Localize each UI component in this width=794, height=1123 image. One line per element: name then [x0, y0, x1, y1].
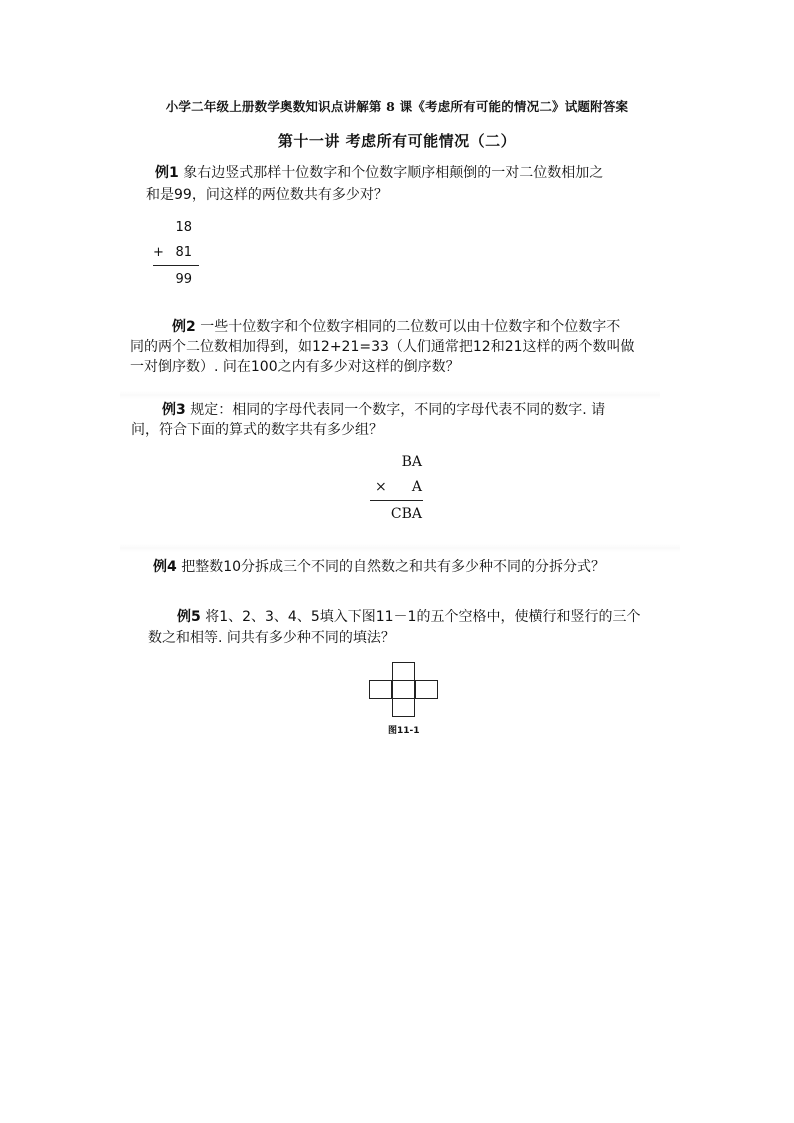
- scan-artifact: [120, 391, 660, 399]
- example-5-text-1: 将1、2、3、4、5填入下图11－1的五个空格中，使横行和竖行的三个: [200, 609, 641, 625]
- document-title: 小学二年级上册数学奥数知识点讲解第 8 课《考虑所有可能的情况二》试题附答案: [165, 99, 629, 114]
- example-3-product: CBA: [390, 506, 422, 522]
- example-4-label: 例4: [153, 559, 177, 575]
- example-1-label: 例1: [155, 165, 179, 181]
- example-5-label: 例5: [177, 609, 201, 625]
- example-3-multiplicand: BA: [401, 454, 422, 470]
- example-5-line-1: [177, 607, 640, 627]
- example-1-line-2: 和是99，问这样的两位数共有多少对？: [146, 187, 388, 203]
- grid-cell-right: [415, 680, 438, 699]
- example-4-line: [153, 557, 605, 577]
- example-2-line-2: 同的两个二位数相加得到，如12+21=33（人们通常把12和21这样的两个数叫做: [130, 339, 635, 355]
- grid-cell-center: [392, 680, 415, 699]
- scan-artifact: [120, 544, 680, 552]
- example-3-line-2: 问，符合下面的算式的数字共有多少组？: [131, 422, 383, 438]
- example-3-label: 例3: [162, 402, 186, 418]
- example-3-text-1: 规定：相同的字母代表同一个数字，不同的字母代表不同的数字. 请: [185, 402, 606, 418]
- example-1-text-1: 象右边竖式那样十位数字和个位数字顺序相颠倒的一对二位数相加之: [178, 165, 604, 181]
- figure-caption: 图11-1: [388, 726, 420, 736]
- grid-cell-bottom: [392, 698, 415, 717]
- example-1-plus-sign: +: [153, 245, 164, 260]
- example-3-multiplier: A: [411, 479, 422, 495]
- example-1-addend-2: 81: [175, 245, 192, 260]
- example-3-line-1: [162, 400, 605, 420]
- example-2-label: 例2: [172, 319, 196, 335]
- example-3-product-line: [370, 500, 423, 501]
- example-4-text: 把整数10分拆成三个不同的自然数之和共有多少种不同的分拆分式？: [176, 559, 606, 575]
- example-1-sum-line: [153, 265, 199, 266]
- example-2-line-1: [172, 317, 620, 337]
- example-3-times-sign: ×: [375, 479, 387, 495]
- example-1-addend-1: 18: [175, 220, 192, 235]
- example-5-line-2: 数之和相等. 问共有多少种不同的填法？: [148, 630, 395, 646]
- lecture-title: 第十一讲 考虑所有可能情况（二）: [277, 132, 517, 150]
- example-2-line-3: 一对倒序数）. 问在100之内有多少对这样的倒序数？: [130, 359, 460, 375]
- grid-cell-top: [392, 662, 415, 681]
- example-1-sum: 99: [175, 272, 192, 287]
- example-1-line-1: [155, 163, 603, 183]
- example-2-text-1: 一些十位数字和个位数字相同的二位数可以由十位数字和个位数字不: [195, 319, 621, 335]
- grid-cell-left: [369, 680, 392, 699]
